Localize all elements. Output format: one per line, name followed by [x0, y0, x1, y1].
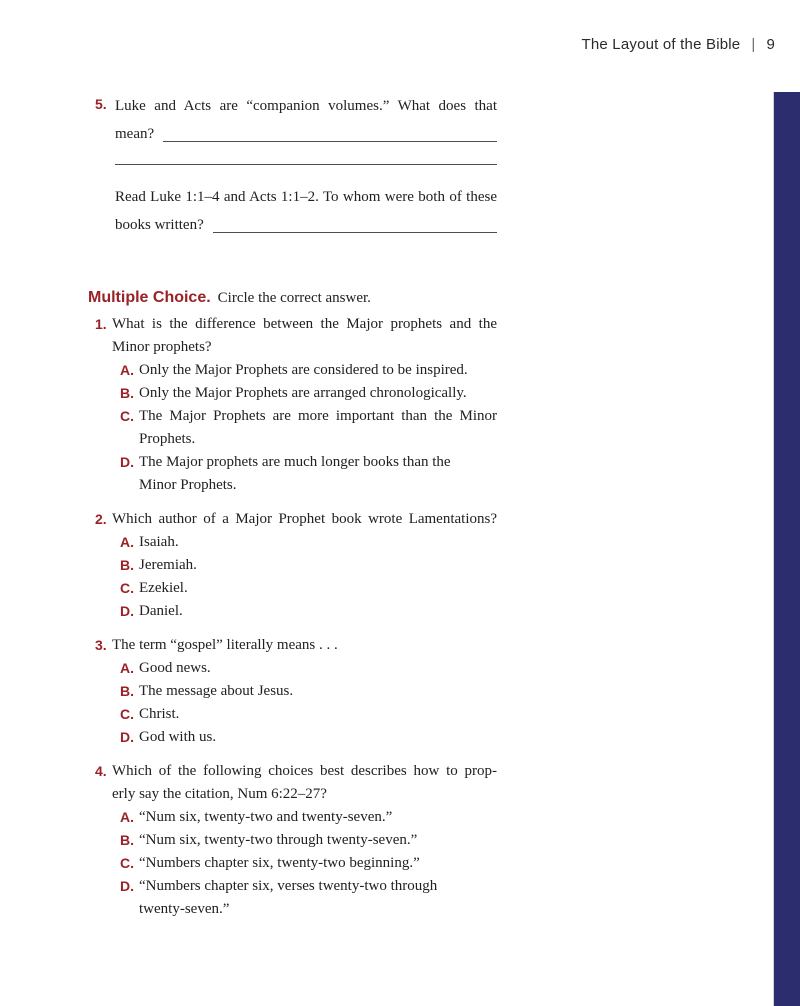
option-a-text: Isaiah. — [139, 534, 179, 550]
question-5-followup-line-1: Read Luke 1:1–4 and Acts 1:1–2. To whom were both of these — [115, 189, 497, 205]
option-b-letter: B. — [120, 832, 134, 848]
multiple-choice-heading — [88, 286, 497, 310]
question-5-books-written-label: books written? — [115, 217, 204, 233]
question-2-option-d — [95, 600, 497, 623]
option-d-text-line-1: “Numbers chapter six, verses twenty-two through — [139, 878, 438, 894]
question-2-option-b — [95, 554, 497, 577]
question-1-text-line-1: What is the difference between the Major prophets and the — [112, 316, 497, 332]
question-1-text-line-2: Minor prophets? — [112, 339, 212, 355]
option-d-text: Daniel. — [139, 603, 183, 619]
question-4-option-d — [95, 875, 497, 921]
question-2-option-a — [95, 531, 497, 554]
option-c-letter: C. — [120, 855, 134, 871]
option-c-text-line-1: The Major Prophets are more important than the Minor — [139, 408, 497, 424]
question-5-number: 5. — [95, 96, 107, 112]
option-b-letter: B. — [120, 683, 134, 699]
question-1 — [95, 313, 497, 497]
question-3-option-c — [95, 703, 497, 726]
option-a-letter: A. — [120, 809, 134, 825]
question-4-option-b — [95, 829, 497, 852]
question-3-number: 3. — [95, 637, 107, 653]
page-number: 9 — [766, 36, 775, 53]
option-a-letter: A. — [120, 660, 134, 676]
question-5-mean-label: mean? — [115, 126, 155, 142]
option-b-text: Only the Major Prophets are arranged chronologically. — [139, 385, 467, 401]
option-b-text: Jeremiah. — [139, 557, 197, 573]
option-c-text: Christ. — [139, 706, 180, 722]
question-3 — [95, 634, 497, 749]
question-3-option-a — [95, 657, 497, 680]
question-4-number: 4. — [95, 763, 107, 779]
question-5-followup-line-2 — [115, 211, 497, 239]
option-a-text: Only the Major Prophets are considered to be inspired. — [139, 362, 468, 378]
question-3-option-d — [95, 726, 497, 749]
option-d-letter: D. — [120, 603, 134, 619]
option-a-text: Good news. — [139, 660, 211, 676]
multiple-choice-instruction: Circle the correct answer. — [217, 290, 371, 306]
question-5-text-line-1: Luke and Acts are “companion volumes.” What does that — [115, 98, 497, 114]
option-b-text: “Num six, twenty-two through twenty-seven.” — [139, 832, 418, 848]
header-separator: | — [751, 36, 756, 53]
option-c-letter: C. — [120, 408, 134, 424]
option-d-text: God with us. — [139, 729, 217, 745]
question-1-option-d — [95, 451, 497, 497]
question-1-option-a — [95, 359, 497, 382]
question-2-number: 2. — [95, 511, 107, 527]
option-a-letter: A. — [120, 362, 134, 378]
option-c-letter: C. — [120, 580, 134, 596]
question-2-option-c — [95, 577, 497, 600]
option-c-text-line-2: Prophets. — [139, 431, 196, 447]
answer-blank-line — [163, 120, 497, 142]
option-d-text-line-2: Minor Prophets. — [139, 477, 237, 493]
question-2 — [95, 508, 497, 623]
question-5-text-line-2 — [115, 120, 497, 148]
question-3-option-b — [95, 680, 497, 703]
option-d-letter: D. — [120, 454, 134, 470]
option-c-letter: C. — [120, 706, 134, 722]
question-4-text-line-1: Which of the following choices best describes how to prop- — [112, 763, 497, 779]
question-4-option-a — [95, 806, 497, 829]
option-b-letter: B. — [120, 385, 134, 401]
question-4 — [95, 760, 497, 921]
chapter-title: The Layout of the Bible — [581, 36, 741, 53]
option-a-letter: A. — [120, 534, 134, 550]
answer-blank-line — [115, 164, 497, 165]
page-edge-color-bar — [773, 92, 800, 1006]
option-d-text-line-1: The Major prophets are much longer books than the — [139, 454, 451, 470]
question-4-option-c — [95, 852, 497, 875]
question-2-text: Which author of a Major Prophet book wrote Lamentations? — [112, 511, 497, 527]
page-content — [88, 92, 497, 921]
option-a-text: “Num six, twenty-two and twenty-seven.” — [139, 809, 393, 825]
option-c-text: Ezekiel. — [139, 580, 188, 596]
option-d-letter: D. — [120, 878, 134, 894]
question-4-text-line-2: erly say the citation, Num 6:22–27? — [112, 786, 327, 802]
question-3-text: The term “gospel” literally means . . . — [112, 637, 338, 653]
option-b-text: The message about Jesus. — [139, 683, 294, 699]
running-head — [581, 36, 775, 53]
question-1-option-b — [95, 382, 497, 405]
option-c-text: “Numbers chapter six, twenty-two beginning.” — [139, 855, 420, 871]
question-1-option-c — [95, 405, 497, 451]
multiple-choice-title: Multiple Choice. — [88, 289, 211, 306]
answer-blank-line — [213, 211, 497, 233]
option-b-letter: B. — [120, 557, 134, 573]
option-d-text-line-2: twenty-seven.” — [139, 901, 230, 917]
option-d-letter: D. — [120, 729, 134, 745]
question-1-number: 1. — [95, 316, 107, 332]
question-5 — [95, 92, 497, 239]
